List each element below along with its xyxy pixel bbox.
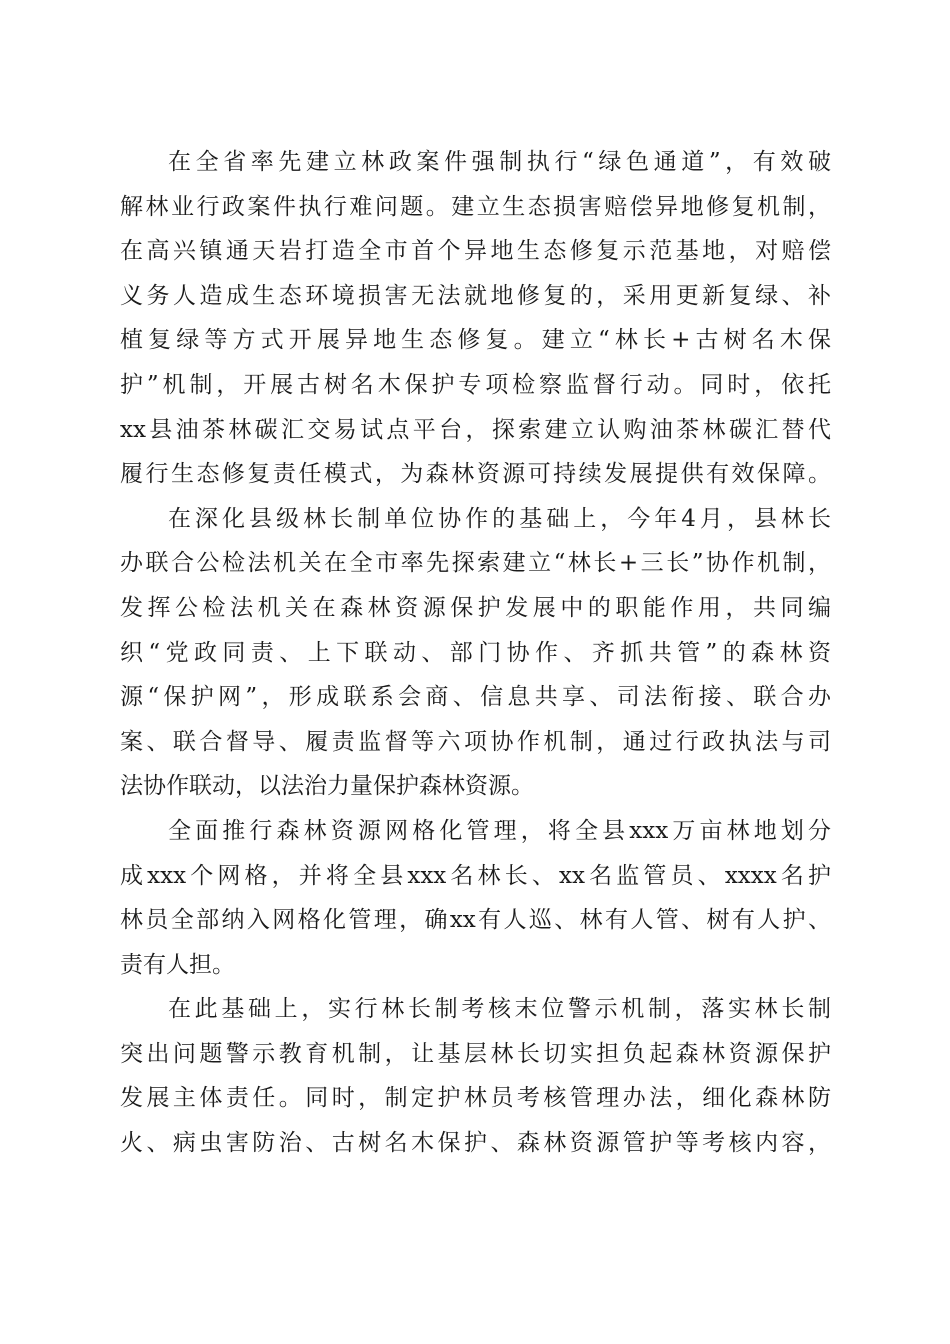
text-line: 法协作联动，以法治力量保护森林资源。 <box>120 773 534 800</box>
text-line: 义务人造成生态环境损害无法就地修复的，采用更新复绿、补 <box>120 282 831 309</box>
text-line: 发挥公检法机关在森林资源保护发展中的职能作用，共同编 <box>120 594 831 621</box>
text-line: 林员全部纳入网格化管理，确xx有人巡、林有人管、树有人护、 <box>120 907 831 934</box>
paragraph-collaboration-mechanism <box>120 497 831 809</box>
text-line: 突出问题警示教育机制，让基层林长切实担负起森林资源保护 <box>120 1040 831 1067</box>
text-line: 在深化县级林长制单位协作的基础上，今年4月，县林长 <box>168 505 831 532</box>
text-line: 在此基础上，实行林长制考核末位警示机制，落实林长制 <box>168 996 831 1023</box>
text-line: 护”机制，开展古树名木保护专项检察监督行动。同时，依托 <box>120 371 831 398</box>
paragraph-green-channel <box>120 140 831 497</box>
text-line: xx县油茶林碳汇交易试点平台，探索建立认购油茶林碳汇替代 <box>120 416 831 443</box>
text-line: 源“保护网”，形成联系会商、信息共享、司法衔接、联合办 <box>120 684 831 711</box>
text-line: 在全省率先建立林政案件强制执行“绿色通道”，有效破 <box>168 149 831 175</box>
paragraph-grid-management <box>120 809 831 987</box>
text-line: 履行生态修复责任模式，为森林资源可持续发展提供有效保障。 <box>120 461 831 488</box>
text-line: 办联合公检法机关在全市率先探索建立“林长+三长”协作机制， <box>120 550 831 577</box>
text-line: 发展主体责任。同时，制定护林员考核管理办法，细化森林防 <box>120 1085 831 1112</box>
text-line: 解林业行政案件执行难问题。建立生态损害赔偿异地修复机制， <box>120 193 831 220</box>
document-body <box>120 140 831 1166</box>
text-line: 案、联合督导、履责监督等六项协作机制，通过行政执法与司 <box>120 728 831 755</box>
text-line: 植复绿等方式开展异地生态修复。建立“林长+古树名木保 <box>120 327 831 354</box>
text-line: 成xxx个网格，并将全县xxx名林长、xx名监管员、xxxx名护 <box>120 862 831 889</box>
text-line: 火、病虫害防治、古树名木保护、森林资源管护等考核内容， <box>120 1130 831 1157</box>
text-line: 全面推行森林资源网格化管理，将全县xxx万亩林地划分 <box>168 817 831 844</box>
text-line: 责有人担。 <box>120 951 235 978</box>
text-line: 在高兴镇通天岩打造全市首个异地生态修复示范基地，对赔偿 <box>120 238 831 265</box>
text-line: 织“党政同责、上下联动、部门协作、齐抓共管”的森林资 <box>120 639 831 666</box>
paragraph-assessment <box>120 987 831 1165</box>
